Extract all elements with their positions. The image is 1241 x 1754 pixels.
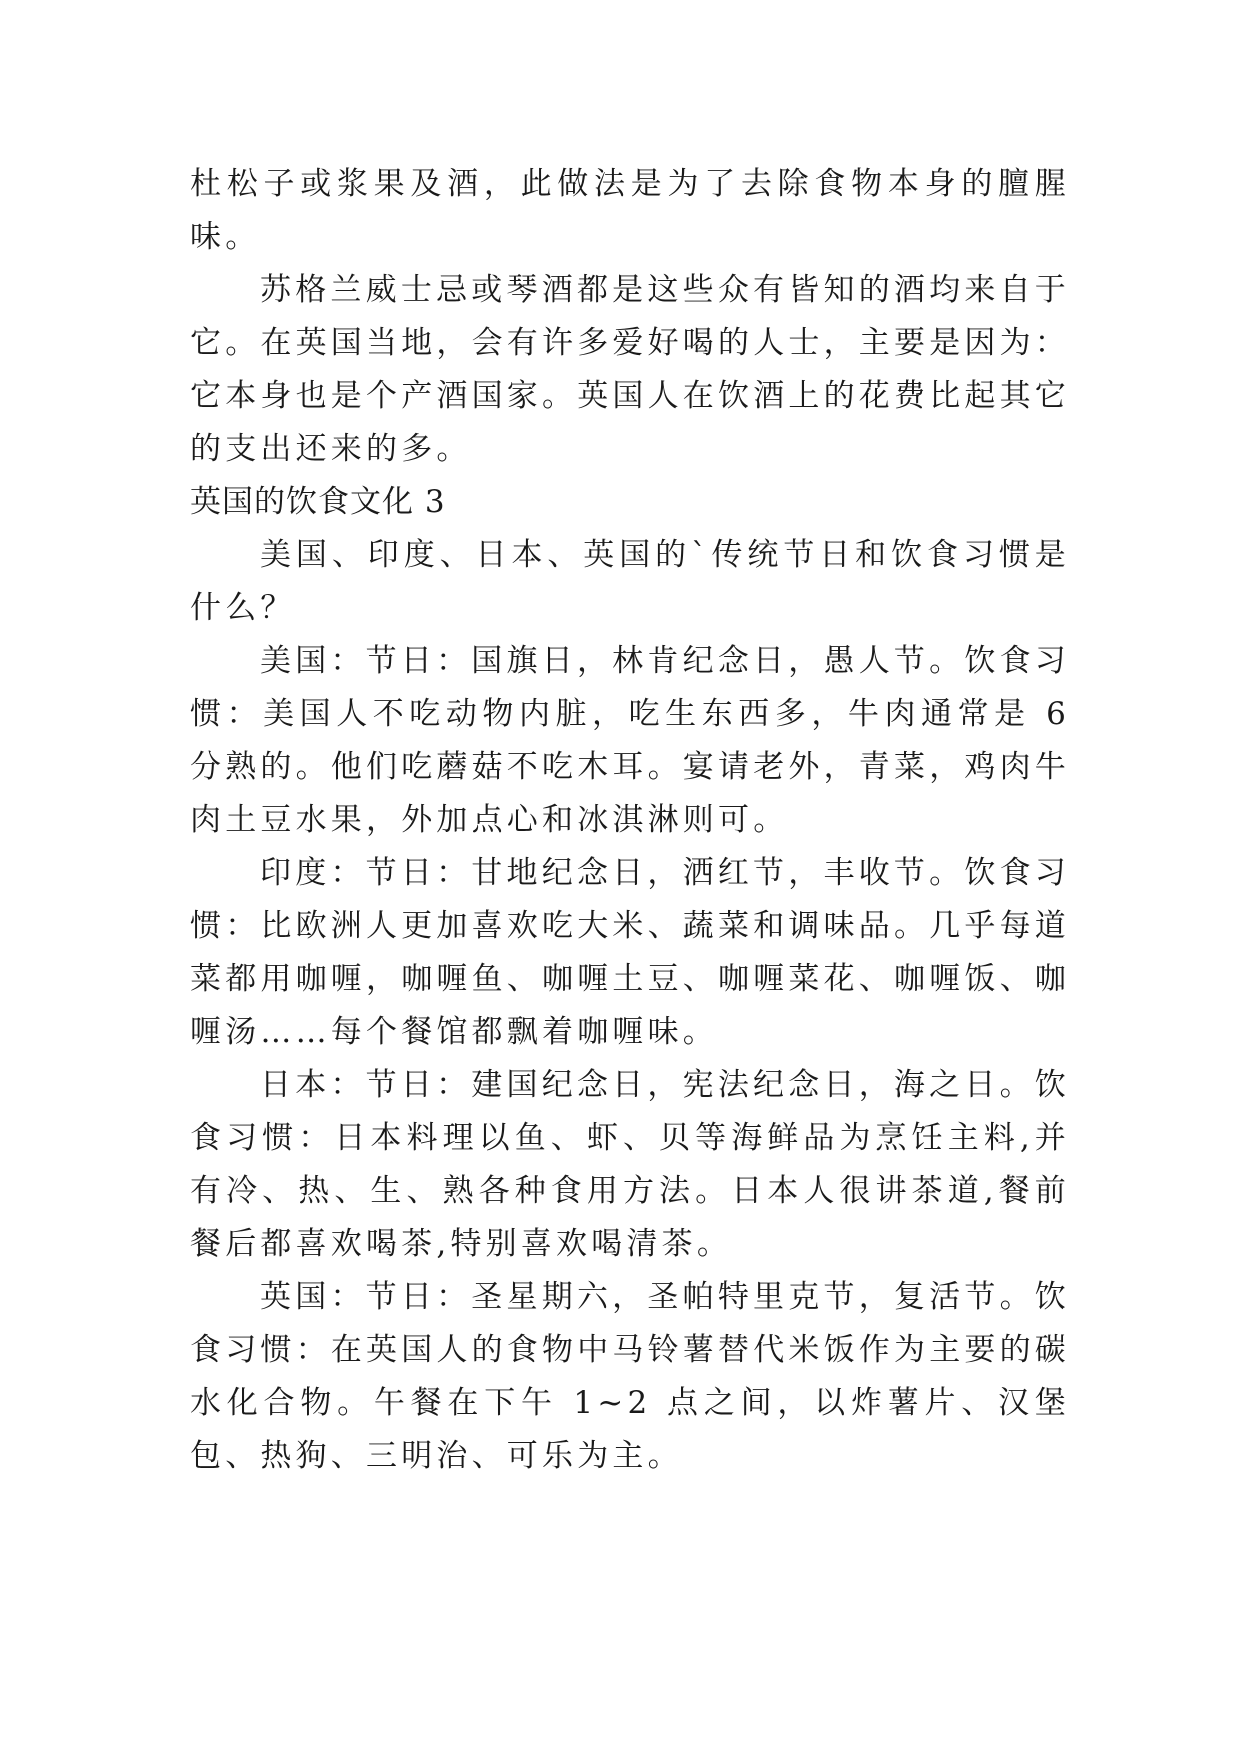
section-heading: 英国的饮食文化 3: [190, 484, 446, 520]
paragraph-question: 美国、印度、日本、英国的`传统节日和饮食习惯是什么？: [190, 537, 1070, 626]
paragraph-japan: 日本：节日：建国纪念日，宪法纪念日，海之日。饮食习惯：日本料理以鱼、虾、贝等海鲜品为烹饪主料,并有冷、热、生、熟各种食用方法。日本人很讲茶道,餐前餐后都喜欢喝茶,特别喜欢喝清茶。: [190, 1067, 1070, 1262]
document-body: [190, 158, 1070, 1483]
paragraph-scotch-whisky: 苏格兰威士忌或琴酒都是这些众有皆知的酒均来自于它。在英国当地，会有许多爱好喝的人士，主要是因为：它本身也是个产酒国家。英国人在饮酒上的花费比起其它的支出还来的多。: [190, 272, 1070, 467]
paragraph-india: 印度：节日：甘地纪念日，洒红节，丰收节。饮食习惯：比欧洲人更加喜欢吃大米、蔬菜和调味品。几乎每道菜都用咖喱，咖喱鱼、咖喱土豆、咖喱菜花、咖喱饭、咖喱汤……每个餐馆都飘着咖喱味。: [190, 855, 1070, 1050]
paragraph-uk: 英国：节日：圣星期六，圣帕特里克节，复活节。饮食习惯：在英国人的食物中马铃薯替代米饭作为主要的碳水化合物。午餐在下午 1~2 点之间，以炸薯片、汉堡包、热狗、三明治、可乐为主。: [190, 1279, 1070, 1474]
paragraph-usa: 美国：节日：国旗日，林肯纪念日，愚人节。饮食习惯：美国人不吃动物内脏，吃生东西多，牛肉通常是 6 分熟的。他们吃蘑菇不吃木耳。宴请老外，青菜，鸡肉牛肉土豆水果，外加点心和冰淇淋则可。: [190, 643, 1070, 838]
paragraph-juniper-ending: 杜松子或浆果及酒，此做法是为了去除食物本身的膻腥味。: [190, 166, 1070, 255]
